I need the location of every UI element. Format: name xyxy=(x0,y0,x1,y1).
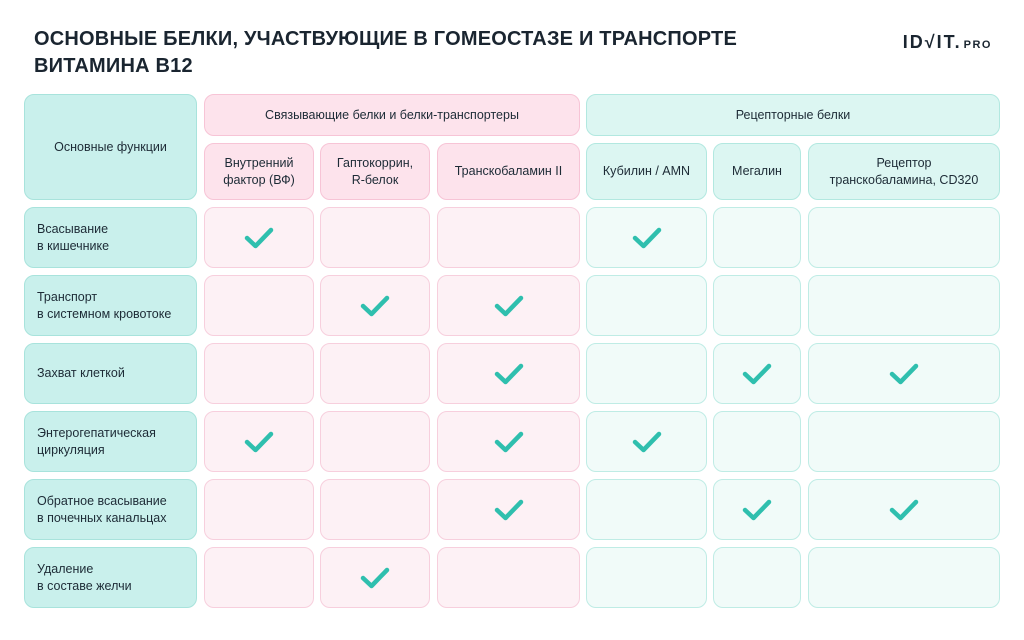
table-cell-r3-c4 xyxy=(713,411,801,472)
table-cell-r2-c2 xyxy=(437,343,580,404)
function-cell-0-label: Всасывание в кишечнике xyxy=(37,221,110,253)
table-cell-r5-c3 xyxy=(586,547,707,608)
check-icon xyxy=(494,294,524,318)
function-cell-4 xyxy=(24,479,197,540)
table-cell-r0-c4 xyxy=(713,207,801,268)
check-icon xyxy=(360,566,390,590)
table-cell-r2-c0 xyxy=(204,343,314,404)
table-cell-r3-c0 xyxy=(204,411,314,472)
column-header-5-label: Рецептор транскобаламина, CD320 xyxy=(829,155,979,187)
table-cell-r1-c2 xyxy=(437,275,580,336)
check-icon xyxy=(494,498,524,522)
column-header-5 xyxy=(808,143,1000,200)
page-title: ОСНОВНЫЕ БЕЛКИ, УЧАСТВУЮЩИЕ В ГОМЕОСТАЗЕ И ТРАНСПОРТЕ ВИТАМИНА В12 xyxy=(34,28,737,77)
table-cell-r0-c0 xyxy=(204,207,314,268)
table-cell-r2-c3 xyxy=(586,343,707,404)
table-cell-r0-c3 xyxy=(586,207,707,268)
table-cell-r3-c1 xyxy=(320,411,430,472)
table-cell-r4-c1 xyxy=(320,479,430,540)
table-cell-r1-c1 xyxy=(320,275,430,336)
table-cell-r1-c4 xyxy=(713,275,801,336)
table-cell-r2-c1 xyxy=(320,343,430,404)
column-header-3-label: Кубилин / AMN xyxy=(602,164,691,178)
function-cell-3-label: Энтерогепатическая циркуляция xyxy=(37,425,156,457)
function-cell-1-label: Транспорт в системном кровотоке xyxy=(37,289,172,321)
table-cell-r1-c5 xyxy=(808,275,1000,336)
table-cell-r5-c4 xyxy=(713,547,801,608)
table-cell-r0-c2 xyxy=(437,207,580,268)
function-cell-5-label: Удаление в составе желчи xyxy=(37,561,132,593)
table-cell-r0-c5 xyxy=(808,207,1000,268)
brand-logo xyxy=(903,32,992,53)
column-header-4-label: Мегалин xyxy=(732,164,782,178)
column-header-1-label: Гаптокоррин, R-белок xyxy=(336,155,414,187)
check-icon xyxy=(632,430,662,454)
table-cell-r3-c5 xyxy=(808,411,1000,472)
logo-text: ID√IT. xyxy=(902,32,962,52)
group-header-receptor-proteins: Рецепторные белки xyxy=(586,94,1000,136)
column-header-2-label: Транскобаламин II xyxy=(454,164,563,178)
function-cell-1 xyxy=(24,275,197,336)
table-cell-r5-c2 xyxy=(437,547,580,608)
logo-suffix: PRO xyxy=(963,39,992,51)
table-cell-r3-c3 xyxy=(586,411,707,472)
table-cell-r3-c2 xyxy=(437,411,580,472)
check-icon xyxy=(494,362,524,386)
column-header-0 xyxy=(204,143,314,200)
check-icon xyxy=(742,498,772,522)
function-cell-4-label: Обратное всасывание в почечных канальцах xyxy=(37,493,167,525)
table-cell-r1-c3 xyxy=(586,275,707,336)
table-cell-r1-c0 xyxy=(204,275,314,336)
check-icon xyxy=(632,226,662,250)
column-header-2 xyxy=(437,143,580,200)
function-cell-3 xyxy=(24,411,197,472)
table-cell-r4-c4 xyxy=(713,479,801,540)
function-cell-0 xyxy=(24,207,197,268)
table-cell-r5-c0 xyxy=(204,547,314,608)
table-cell-r5-c1 xyxy=(320,547,430,608)
check-icon xyxy=(244,226,274,250)
column-header-3 xyxy=(586,143,707,200)
function-cell-2 xyxy=(24,343,197,404)
table-cell-r2-c5 xyxy=(808,343,1000,404)
table-cell-r0-c1 xyxy=(320,207,430,268)
group-header-binding-proteins: Связывающие белки и белки-транспортеры xyxy=(204,94,580,136)
table-cell-r4-c3 xyxy=(586,479,707,540)
column-header-1 xyxy=(320,143,430,200)
table-cell-r5-c5 xyxy=(808,547,1000,608)
column-header-4 xyxy=(713,143,801,200)
check-icon xyxy=(742,362,772,386)
table-cell-r4-c2 xyxy=(437,479,580,540)
check-icon xyxy=(889,498,919,522)
check-icon xyxy=(494,430,524,454)
functions-header: Основные функции xyxy=(24,94,197,200)
function-cell-5 xyxy=(24,547,197,608)
table-cell-r4-c5 xyxy=(808,479,1000,540)
check-icon xyxy=(889,362,919,386)
check-icon xyxy=(360,294,390,318)
table-cell-r4-c0 xyxy=(204,479,314,540)
column-header-0-label: Внутренний фактор (ВФ) xyxy=(223,155,295,187)
function-cell-2-label: Захват клеткой xyxy=(37,366,125,380)
table-cell-r2-c4 xyxy=(713,343,801,404)
check-icon xyxy=(244,430,274,454)
